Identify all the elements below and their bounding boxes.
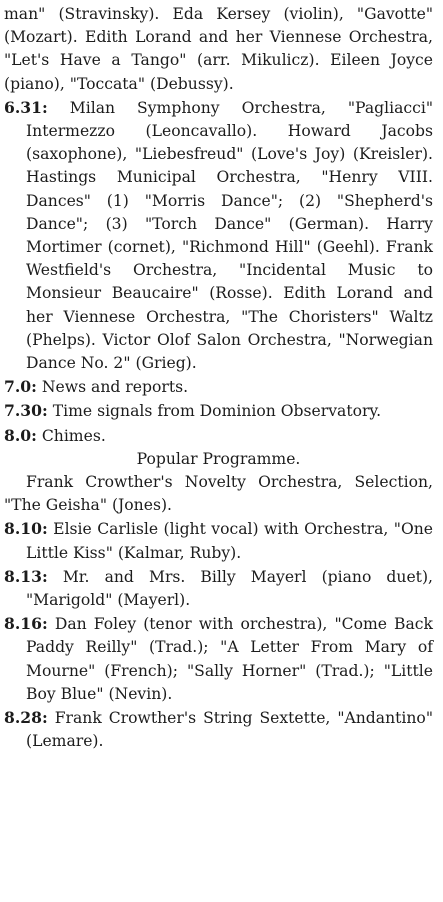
- continued-entry: man" (Stravinsky). Eda Kersey (violin), "Gavotte" (Mozart). Edith Lorand and her Viennese Orchestra, "Let's Have a Tango" (arr. Mikulicz). Eileen Joyce (piano), "Toccata" (Debussy).: [4, 5, 433, 93]
- entry-time: 7.30:: [4, 401, 48, 421]
- entry-text: Milan Symphony Orchestra, "Pagliacci" Intermezzo (Leoncavallo). Howard Jacobs (saxophone), "Liebesfreud" (Love's Joy) (Kreisler). Hastings Municipal Orchestra, "Henry VIII. Dances" (1) "Morris Dance"; (2) "Shepherd's Dance"; (3) "Torch Dance" (German). Harry Mortimer (cornet), "Richmond Hill" (Geehl). Frank Westfield's Orchestra, "Incidental Music to Monsieur Beaucaire" (Rosse). Edith Lorand and her Viennese Orchestra, "The Choristers" Waltz (Phelps). Victor Olof Salon Orchestra, "Norwegian Dance No. 2" (Grieg).: [26, 98, 433, 373]
- entry-time: 8.13:: [4, 566, 48, 586]
- entry-7-0: [4, 375, 433, 399]
- entry-time: 7.0:: [4, 377, 37, 397]
- entry-text: Chimes.: [36, 426, 106, 445]
- section-intro: Frank Crowther's Novelty Orchestra, Selection, "The Geisha" (Jones).: [4, 473, 433, 515]
- entry-time: 8.16:: [4, 614, 48, 634]
- entry-8-10: [4, 517, 433, 564]
- entry-text: News and reports.: [36, 378, 189, 397]
- entry-time: 6.31:: [4, 97, 48, 117]
- entry-8-16: [4, 612, 433, 706]
- entry-7-30: [4, 399, 433, 423]
- entry-text: Mr. and Mrs. Billy Mayerl (piano duet), "Marigold" (Mayerl).: [26, 567, 433, 610]
- entry-8-28: [4, 706, 433, 753]
- entry-text: Time signals from Dominion Observatory.: [47, 402, 382, 421]
- entry-8-0: [4, 424, 433, 448]
- entry-6-31: [4, 96, 433, 375]
- entry-text: Frank Crowther's String Sextette, "Andantino" (Lemare).: [26, 709, 433, 751]
- entry-text: Dan Foley (tenor with orchestra), "Come Back Paddy Reilly" (Trad.); "A Letter From Mary of Mourne" (French); "Sally Horner" (Trad.); "Little Boy Blue" (Nevin).: [26, 615, 433, 703]
- entry-time: 8.0:: [4, 425, 37, 445]
- entry-time: 8.10:: [4, 519, 48, 539]
- section-heading: Popular Programme.: [136, 449, 301, 468]
- entry-text: Elsie Carlisle (light vocal) with Orchestra, "One Little Kiss" (Kalmar, Ruby).: [26, 520, 433, 562]
- entry-8-13: [4, 565, 433, 612]
- entry-time: 8.28:: [4, 708, 48, 728]
